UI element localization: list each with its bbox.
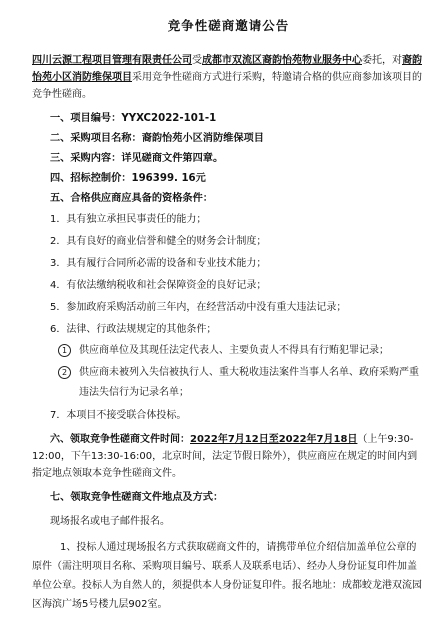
section-obtain-location: 七、领取竞争性磋商文件地点及方式： [50,492,224,503]
section-value: 裔韵怡苑小区消防维保项目 [141,133,264,144]
section-content [50,149,425,169]
section-qualifications: 五、合格供应商应具备的资格条件： [50,193,213,204]
section-obtain-time [32,431,425,482]
qualification-item: 1．具有独立承担民事责任的能力； [50,214,207,225]
qualification-item: 3．具有履行合同所必需的设备和专业技术能力； [50,258,267,269]
sub-condition-item [58,341,425,361]
section-label: 二、采购项目名称： [50,133,142,144]
section-value: YYXC2022-101-1 [121,113,217,124]
agency-name: 四川云源工程项目管理有限责任公司 [32,55,192,66]
obtain-time-detail: （上午9:30-12:00，下午13:30-16:00，北京时间，法定节假日除外），供应商应在规定的时间内到指定地点领取本竞争性磋商文件。 [32,434,418,479]
section-value: 详见磋商文件第四章。 [121,153,224,164]
section-label: 六、领取竞争性磋商文件时间： [50,434,190,445]
section-project-number [50,109,425,129]
intro-text-2: 委托，对 [362,55,402,66]
sub-condition-text: 供应商单位及其现任法定代表人、主要负责人不得具有行贿犯罪记录； [79,345,389,356]
section-label: 一、项目编号： [50,113,122,124]
circled-number: 2 [58,366,71,379]
qualification-item: 5．参加政府采购活动前三年内，在经营活动中没有重大违法记录； [50,302,347,313]
sub-condition-item [58,363,425,403]
registration-instructions: 1、投标人通过现场报名方式获取磋商文件的，请携带单位介绍信加盖单位公章的原件（需注明项目名称、采购项目编号、联系人及联系电话）、经办人身份证复印件加盖单位公章。投标人为自然人的，须提供本人身份证复印件。报名地址：成都蛟龙港双流园区海滨广场5号楼九层902室。 [32,542,422,610]
intro-paragraph [32,52,425,103]
sub-condition-text: 供应商未被列入失信被执行人、重大税收违法案件当事人名单、政府采购严重违法失信行为记录名单； [79,367,419,398]
project-name: 裔韵怡苑小区消防维保项目 [32,55,422,83]
buyer-name: 成都市双流区裔韵怡苑物业服务中心 [202,55,362,66]
obtain-dates: 2022年7月12日至2022年7月18日 [190,434,358,445]
section-value: 196399. 16元 [131,173,206,184]
intro-text-3: 采用竞争性磋商方式进行采购，特邀请合格的供应商参加该项目的竞争性磋商。 [32,72,422,100]
qualification-item: 7．本项目不接受联合体投标。 [50,410,187,421]
section-project-name [50,129,425,149]
section-control-price [50,169,425,189]
page-title: 竞争性磋商邀请公告 [167,18,290,33]
qualification-item: 4．有依法缴纳税收和社会保障资金的良好记录； [50,280,267,291]
intro-text-1: 受 [192,55,202,66]
section-label: 四、招标控制价： [50,173,132,184]
section-label: 三、采购内容： [50,153,122,164]
circled-number: 1 [58,344,71,357]
qualification-item: 2．具有良好的商业信誉和健全的财务会计制度； [50,236,267,247]
registration-method: 现场报名或电子邮件报名。 [50,516,170,527]
qualification-item: 6．法律、行政法规规定的其他条件； [50,324,217,335]
